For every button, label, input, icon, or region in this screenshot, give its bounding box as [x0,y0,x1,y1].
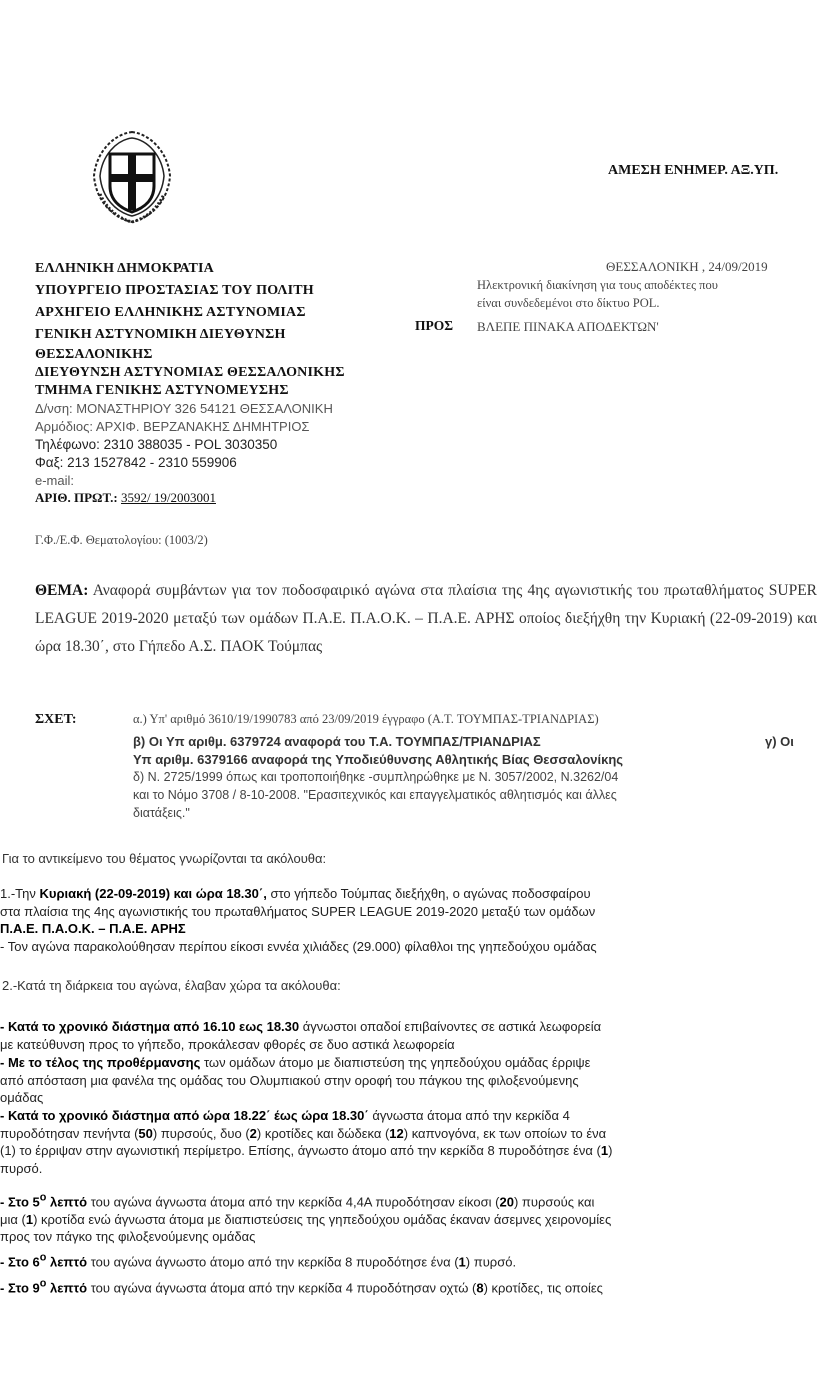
text-run: του αγώνα άγνωστα άτομα από την κερκίδα 4 πυροδότησαν οχτώ ( [87,1280,477,1296]
text-run: των ομάδων άτομο με διαπιστεύση της γηπεδούχου ομάδας έρριψε [200,1055,591,1070]
minute-label: λεπτό [46,1194,88,1210]
text-run: ) πυρσό. [465,1254,517,1270]
count: 2 [249,1125,257,1141]
incident-time: - Κατά το χρονικό διάστημα από ώρα 18.22΄ έως ώρα 18.30΄ [0,1108,369,1123]
issuer-line: ΓΕΝΙΚΗ ΑΣΤΥΝΟΜΙΚΗ ΔΙΕΥΘΥΝΣΗ [35,327,286,342]
issuer-line: ΑΡΧΗΓΕΙΟ ΕΛΛΗΝΙΚΗΣ ΑΣΤΥΝΟΜΙΑΣ [35,305,306,320]
reference-c: Υπ αριθμ. 6379166 αναφορά της Υποδιεύθυνσης Αθλητικής Βίας Θεσσαλονίκης [133,752,624,767]
urgency-note: ΑΜΕΣΗ ΕΝΗΜΕΡ. ΑΞ.ΥΠ. [608,163,779,178]
minute-label: λεπτό [46,1280,88,1296]
text-run: ) πυρσούς, δυο ( [152,1125,250,1141]
text-run: ) πυρσούς και [513,1194,595,1210]
count: 1 [458,1254,466,1270]
text-line: στα πλαίσια της 4ης αγωνιστικής του πρωταθλήματος SUPER LEAGUE 2019-2020 μεταξύ των ομάδων [0,903,596,919]
paragraph-1 [0,885,830,955]
text-run: του αγώνα άγνωστο άτομο από την κερκίδα 8 πυροδότησε ένα ( [87,1254,459,1270]
topic-reference: Γ.Φ./Ε.Φ. Θεματολογίου: (1003/2) [35,533,208,547]
minute: - Στο 9 [0,1280,40,1296]
text-run: (1) το έρριψαν στην αγωνιστική περίμετρο. Επίσης, άγνωστο άτομο από την κερκίδα 8 πυροδότησε ένα ( [0,1143,601,1158]
phone: Τηλέφωνο: 2310 388035 - POL 3030350 [35,437,278,452]
minute: - Στο 5 [0,1194,40,1210]
recipient-label: ΠΡΟΣ [415,318,454,333]
subject-text: Αναφορά συμβάντων για τον ποδοσφαιρικό αγώνα στα πλαίσια της 4ης αγωνιστικής του πρωταθλήματος SUPER LEAGUE 2019-2020 μεταξύ των ομάδων Π.Α.Ε. Π.Α.Ο.Κ. – Π.Α.Ε. ΑΡΗΣ οποίος διεξήχθη την Κυριακή (22-09-2019) και ώρα 18.30΄, στο Γήπεδο Α.Σ. ΠΑΟΚ Τούμπας [35,582,817,655]
recipient-value: ΒΛΕΠΕ ΠΙΝΑΚΑ ΑΠΟΔΕΚΤΩΝ' [477,319,659,334]
protocol-label: ΑΡΙΘ. ΠΡΩΤ.: [35,490,121,505]
issuer-line: ΔΙΕΥΘΥΝΣΗ ΑΣΤΥΝΟΜΙΑΣ ΘΕΣΣΑΛΟΝΙΚΗΣ [35,365,345,380]
references-label: ΣΧΕΤ: [35,712,77,727]
paragraph-2-heading: 2.-Κατά τη διάρκεια του αγώνα, έλαβαν χώρα τα ακόλουθα: [2,978,341,993]
reference-e: και το Νόμο 3708 / 8-10-2008. "Ερασιτεχνικός και επαγγελματικός αθλητισμός και άλλες [133,788,617,802]
electronic-note-1: Ηλεκτρονική διακίνηση για τους αποδέκτες που [477,278,718,292]
text-run: ) καπνογόνα, εκ των οποίων το ένα [403,1125,607,1141]
protocol-number [35,490,435,506]
attendance-line: - Τον αγώνα παρακολούθησαν περίπου είκοσι εννέα χιλιάδες (29.000) φίλαθλοι της γηπεδούχου ομάδας [0,938,597,954]
count: 50 [138,1125,153,1141]
issuer-line: ΤΜΗΜΑ ΓΕΝΙΚΗΣ ΑΣΤΥΝΟΜΕΥΣΗΣ [35,383,289,398]
text-run: στο γήπεδο Τούμπας διεξήχθη, ο αγώνας ποδοσφαίρου [266,886,591,901]
address: Δ/νση: ΜΟΝΑΣΤΗΡΙΟΥ 326 54121 ΘΕΣΣΑΛΟΝΙΚΗ [35,401,333,416]
count: 20 [499,1194,514,1210]
date-line: ΘΕΣΣΑΛΟΝΙΚΗ , 24/09/2019 [606,259,768,274]
ordinal: ο [39,1278,47,1290]
text-run: ) [608,1143,613,1158]
reference-b: β) Οι Υπ αριθμ. 6379724 αναφορά του Τ.Α. ΤΟΥΜΠΑΣ/ΤΡΙΑΝΔΡΙΑΣ [133,734,541,749]
issuer-block [35,258,435,506]
incident-item-1 [0,1018,830,1053]
text-line: με κατεύθυνση προς το γήπεδο, προκάλεσαν φθορές σε δυο αστικά λεωφορεία [0,1036,455,1052]
greek-coat-of-arms-seal [80,124,184,228]
reference-a: α.) Υπ' αριθμό 3610/19/1990783 από 23/09/2019 έγγραφο (Α.Τ. ΤΟΥΜΠΑΣ-ΤΡΙΑΝΔΡΙΑΣ) [133,712,599,726]
text-line: από απόσταση μια φανέλα της ομάδας του Ολυμπιακού στην οροφή του πάγκου της φιλοξενούμενης [0,1072,579,1088]
count: 1 [25,1211,34,1227]
text-line: ομάδας [0,1090,44,1105]
incident-item-2 [0,1054,830,1107]
issuer-line: ΘΕΣΣΑΛΟΝΙΚΗΣ [35,347,153,362]
incident-item-3 [0,1107,830,1177]
reference-f: διατάξεις." [133,806,190,820]
electronic-note-2: είναι συνδεδεμένοι στο δίκτυο POL. [477,296,660,310]
incident-time: - Με το τέλος της προθέρμανσης [0,1055,201,1070]
subject-label: ΘΕΜΑ: [35,582,89,599]
issuer-line: ΕΛΛΗΝΙΚΗ ΔΗΜΟΚΡΑΤΙΑ [35,261,214,276]
reference-d: δ) Ν. 2725/1999 όπως και τροποποιήθηκε -συμπληρώθηκε με Ν. 3057/2002, Ν.3262/04 [133,770,619,784]
protocol-value: 3592/ 19/2003001 [121,490,216,505]
ordinal: ο [39,1192,47,1204]
text-line: προς τον πάγκο της φιλοξενούμενης ομάδας [0,1229,256,1245]
text-run: ) κροτίδες και δώδεκα ( [256,1125,390,1141]
text-run: πυροδότησαν πενήντα ( [0,1125,139,1141]
minute: - Στο 6 [0,1254,40,1270]
teams-line: Π.Α.Ε. Π.Α.Ο.Κ. – Π.Α.Ε. ΑΡΗΣ [0,921,186,936]
minute-label: λεπτό [46,1254,88,1270]
text-run: άγνωστοι οπαδοί επιβαίνοντες σε αστικά λεωφορεία [299,1019,602,1034]
match-datetime: Κυριακή (22-09-2019) και ώρα 18.30΄, [39,886,267,901]
text-run: ) κροτίδες, τις οποίες [483,1280,603,1296]
count: 8 [476,1280,484,1296]
text-run: του αγώνα άγνωστα άτομα από την κερκίδα 4,4Α πυροδότησαν είκοσι ( [87,1194,500,1210]
count: 1 [600,1143,609,1158]
subject-paragraph [35,577,817,661]
intro-line: Για το αντικείμενο του θέματος γνωρίζονται τα ακόλουθα: [2,851,327,866]
issuer-line: ΥΠΟΥΡΓΕΙΟ ΠΡΟΣΤΑΣΙΑΣ ΤΟΥ ΠΟΛΙΤΗ [35,283,314,298]
incident-item-6 [0,1276,830,1297]
ordinal: ο [39,1252,47,1264]
email: e-mail: [35,473,75,488]
text-line: πυρσό. [0,1160,43,1176]
officer: Αρμόδιος: ΑΡΧΙΦ. ΒΕΡΖΑΝΑΚΗΣ ΔΗΜΗΤΡΙΟΣ [35,419,310,434]
fax: Φαξ: 213 1527842 - 2310 559906 [35,455,237,470]
count: 12 [389,1125,404,1141]
text-run: ) κροτίδα ενώ άγνωστα άτομα με διαπιστεύσεις της γηπεδούχου ομάδας έκαναν άσεμνες χειρονομίες [33,1211,612,1227]
incident-time: - Κατά το χρονικό διάστημα από 16.10 εως 18.30 [0,1019,300,1034]
text-run: άγνωστα άτομα από την κερκίδα 4 [368,1108,570,1123]
reference-c-marker: γ) Οι [765,734,794,749]
incident-item-4 [0,1190,830,1246]
text-run: μια ( [0,1211,26,1227]
text-run: 1.-Την [0,886,40,901]
incident-item-5 [0,1250,830,1271]
